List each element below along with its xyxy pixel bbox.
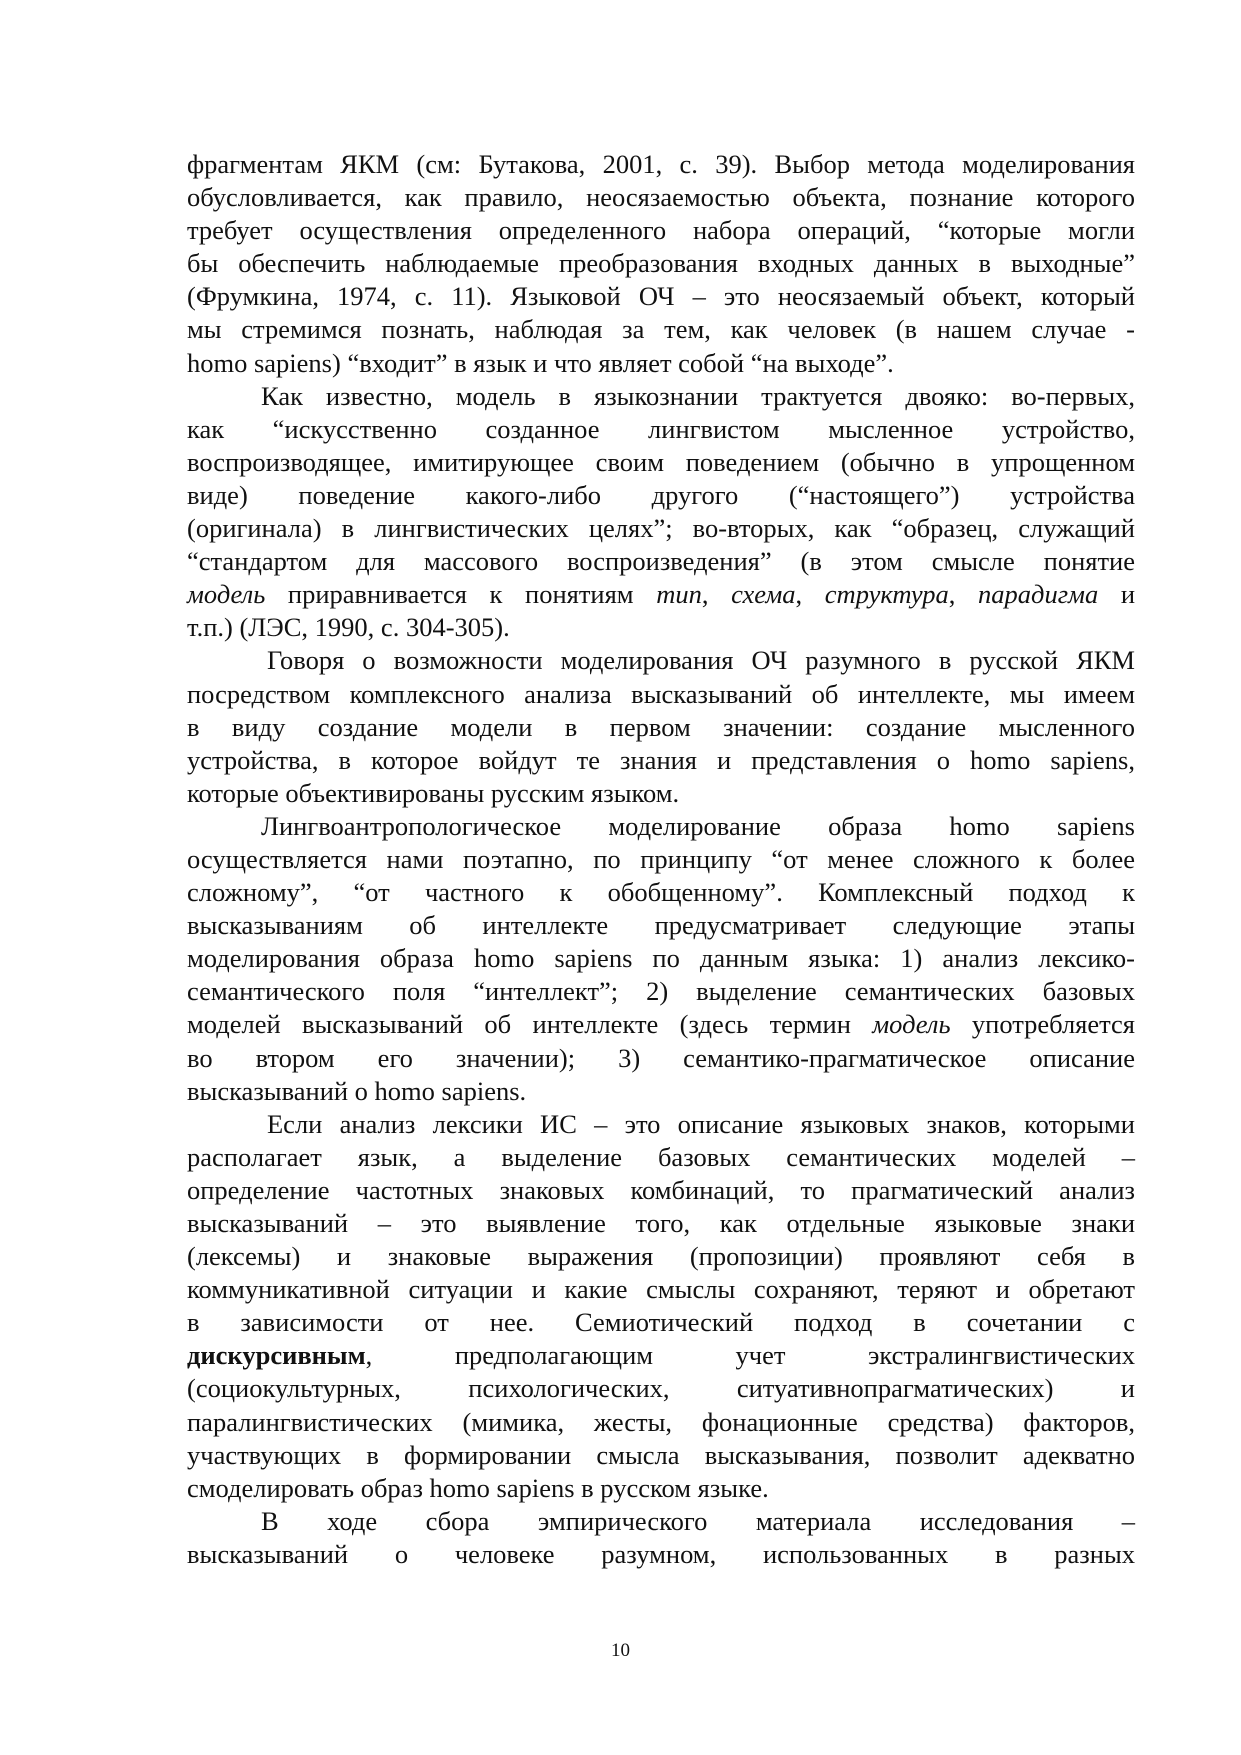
text-segment: располагает язык, а выделение базовых семантических моделей – [187,1141,1135,1172]
text-line [187,1240,1135,1273]
text-line [187,1273,1135,1306]
bold-term: дискурсивным [187,1340,366,1371]
text-segment: обусловливается, как правило, неосязаемостью объекта, познание которого [187,182,1135,213]
text-line [187,1505,1135,1538]
text-line [187,1439,1135,1472]
text-segment: воспроизводящее, имитирующее своим поведением (обычно в упрощенном [187,446,1135,477]
text-line [187,1306,1135,1339]
text-segment: которые объективированы русским языком. [187,777,680,808]
text-line [187,280,1135,313]
text-segment: В ходе сбора эмпирического материала исследования – [261,1505,1135,1536]
text-segment: требует осуществления определенного набора операций, “которые могли [187,215,1135,246]
text-line [187,313,1135,346]
text-line [187,380,1135,413]
italic-term: модель [872,1009,951,1040]
text-line [187,347,1135,380]
text-line [187,1174,1135,1207]
text-line [187,810,1135,843]
text-segment: участвующих в формировании смысла высказывания, позволит адекватно [187,1439,1135,1470]
text-segment: homo sapiens) “входит” в язык и что являет собой “на выходе”. [187,347,894,378]
page-number: 10 [611,1640,630,1661]
text-segment: Как известно, модель в языкознании трактуется двояко: во-первых, [261,380,1135,411]
text-line [187,1141,1135,1174]
text-segment: , [795,579,825,610]
text-line [187,545,1135,578]
text-segment: во втором его значении); 3) семантико-прагматическое описание [187,1042,1135,1073]
text-line [187,909,1135,942]
text-segment: Если анализ лексики ИС – это описание языковых знаков, которыми [267,1108,1135,1139]
text-segment: моделей высказываний об интеллекте (здесь термин [187,1009,873,1040]
italic-term: схема [731,579,796,610]
text-segment: (социокультурных, психологических, ситуативнопрагматических) и [187,1373,1135,1404]
text-line [187,1008,1135,1041]
text-segment: моделирования образа homo sapiens по данным языка: 1) анализ лексико- [187,943,1135,974]
text-line [187,214,1135,247]
text-segment: в зависимости от нее. Семиотический подход в сочетании с [187,1307,1135,1338]
text-segment: сложному”, “от частного к обобщенному”. Комплексный подход к [187,877,1135,908]
text-segment: посредством комплексного анализа высказываний об интеллекте, мы имеем [187,678,1135,709]
text-segment: “стандартом для массового воспроизведения” (в этом смысле понятие [187,546,1135,577]
text-line [187,678,1135,711]
text-line [187,1339,1135,1372]
text-line [187,744,1135,777]
text-segment: в виду создание модели в первом значении: создание мысленного [187,711,1135,742]
text-line [187,711,1135,744]
text-line [187,644,1135,677]
text-segment: (Фрумкина, 1974, с. 11). Языковой ОЧ – это неосязаемый объект, который [187,281,1135,312]
italic-term: парадигма [978,579,1099,610]
text-line [187,1472,1135,1505]
text-segment: семантического поля “интеллект”; 2) выделение семантических базовых [187,976,1135,1007]
text-segment: паралингвистических (мимика, жесты, фонационные средства) факторов, [187,1406,1135,1437]
italic-term: структура [824,579,949,610]
text-line [187,181,1135,214]
text-segment: высказываний – это выявление того, как отдельные языковые знаки [187,1208,1135,1238]
text-segment: т.п.) (ЛЭС, 1990, с. 304-305). [187,612,510,643]
text-segment: коммуникативной ситуации и какие смыслы сохраняют, теряют и обретают [187,1274,1135,1305]
text-line [187,843,1135,876]
italic-term: тип [656,579,702,610]
text-segment: виде) поведение какого-либо другого (“настоящего”) устройства [187,479,1135,510]
text-line [187,247,1135,280]
text-segment: Лингвоантропологическое моделирование образа homo sapiens [261,810,1135,841]
text-line [187,446,1135,479]
text-line [187,942,1135,975]
text-line [187,876,1135,909]
text-segment: смоделировать образ homo sapiens в русском языке. [187,1472,769,1503]
text-line [187,1042,1135,1075]
text-line [187,512,1135,545]
text-segment: Говоря о возможности моделирования ОЧ разумного в русской ЯКМ [267,645,1135,676]
text-line [187,777,1135,810]
text-segment: высказываний о человеке разумном, использованных в разных [187,1538,1135,1569]
text-segment: (оригинала) в лингвистических целях”; во-вторых, как “образец, служащий [187,513,1135,544]
text-segment: (лексемы) и знаковые выражения (пропозиции) проявляют себя в [187,1241,1135,1272]
text-line [187,1406,1135,1439]
italic-term: модель [187,579,266,610]
text-segment: осуществляется нами поэтапно, по принципу “от менее сложного к более [187,843,1135,874]
text-segment: как “искусственно созданное лингвистом мысленное устройство, [187,413,1135,444]
text-segment: употребляется [950,1009,1135,1040]
text-line [187,1372,1135,1405]
text-line [187,148,1135,181]
text-line [187,1108,1135,1141]
text-segment: мы стремимся познать, наблюдая за тем, как человек (в нашем случае - [187,314,1135,345]
text-line [187,479,1135,512]
text-segment: , [701,579,732,610]
body-text [187,148,1135,1571]
text-line [187,1075,1135,1108]
text-line [187,611,1135,644]
text-line [187,413,1135,446]
text-line [187,578,1135,611]
text-line [187,1538,1135,1571]
text-segment: фрагментам ЯКМ (см: Бутакова, 2001, с. 39). Выбор метода моделирования [187,149,1135,179]
text-segment: бы обеспечить наблюдаемые преобразования входных данных в выходные” [187,248,1135,279]
text-segment: высказываний о homo sapiens. [187,1075,527,1106]
text-line [187,1207,1135,1240]
text-segment: высказываниям об интеллекте предусматривает следующие этапы [187,910,1135,941]
text-segment: устройства, в которое войдут те знания и представления о homo sapiens, [187,744,1135,775]
text-segment: приравнивается к понятиям [265,579,657,610]
text-line [187,975,1135,1008]
text-segment: определение частотных знаковых комбинаций, то прагматический анализ [187,1174,1135,1205]
text-segment: и [1098,579,1136,610]
text-segment: , [948,579,979,610]
text-segment: , предполагающим учет экстралингвистических [365,1340,1135,1371]
